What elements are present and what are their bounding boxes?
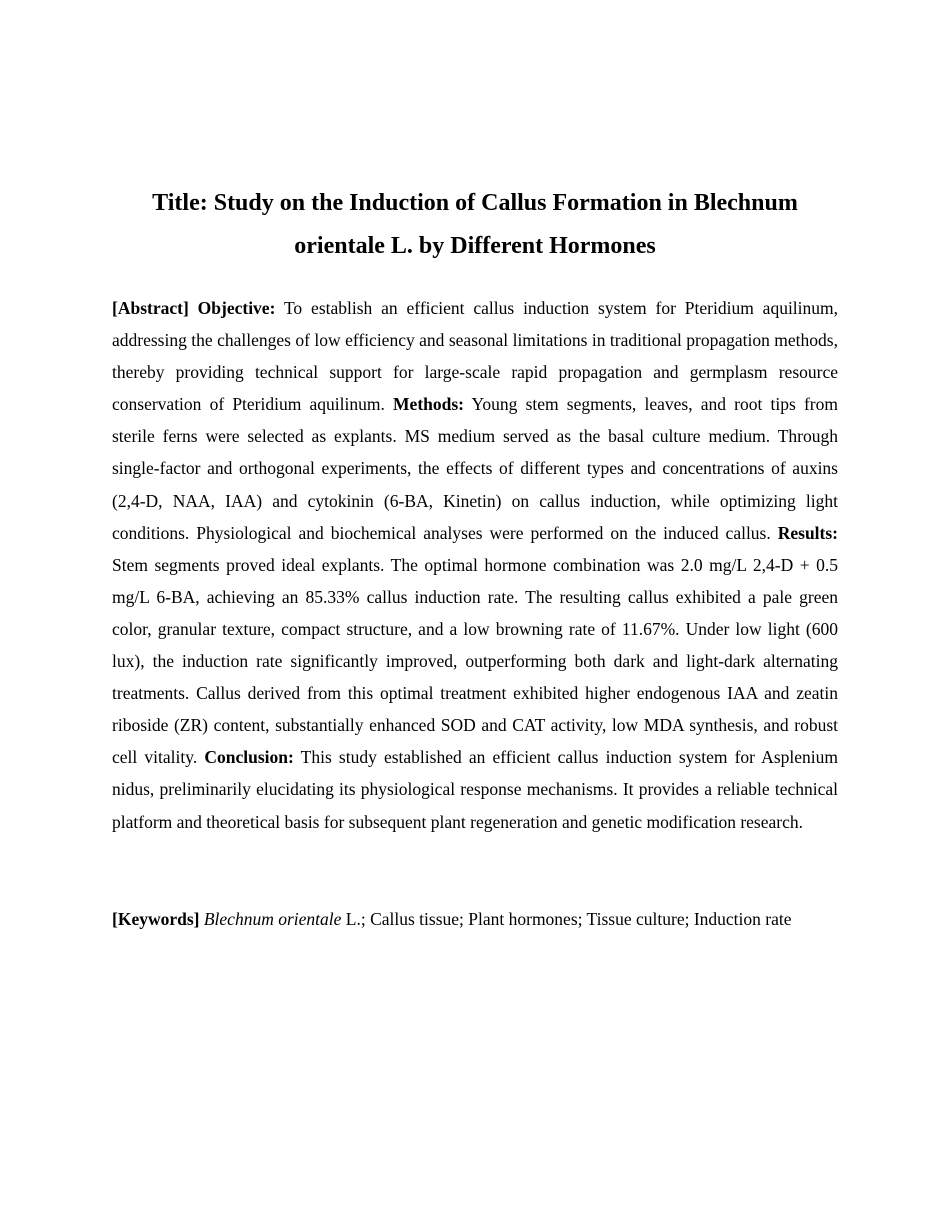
keywords-species: Blechnum orientale [203, 909, 342, 929]
objective-text: To establish an efficient callus induction system for Pteridium aquilinum, addressing the challenges of low efficiency and seasonal limitations in traditional propagation methods, thereby providing technical support for large-scale rapid propagation and germplasm resource conservation of Pteridium aquilinum. [112, 298, 839, 415]
results-text: Stem segments proved ideal explants. The optimal hormone combination was 2.0 mg/L 2,4-D + 0.5 mg/L 6-BA, achieving an 85.33% callus induction rate. The resulting callus exhibited a pale green color, granular texture, compact structure, and a low browning rate of 11.67%. Under low light (600 lux), the induction rate significantly improved, outperforming both dark and light-dark alternating treatments. Callus derived from this optimal treatment exhibited higher endogenous IAA and zeatin riboside (ZR) content, substantially enhanced SOD and CAT activity, low MDA synthesis, and robust cell vitality. [112, 554, 838, 768]
keywords-label: [Keywords] [112, 909, 200, 929]
conclusion-label: Conclusion: [204, 747, 294, 768]
objective-label: Objective: [197, 298, 276, 318]
results-label: Results: [777, 522, 839, 543]
methods-label: Methods: [393, 394, 464, 415]
keywords-list: L.; Callus tissue; Plant hormones; Tissue culture; Induction rate [345, 909, 792, 929]
abstract-paragraph [112, 292, 838, 838]
methods-text: Young stem segments, leaves, and root tips from sterile ferns were selected as explants. MS medium served as the basal culture medium. Through single-factor and orthogonal experiments, the effects of different types and concentrations of auxins (2,4-D, NAA, IAA) and cytokinin (6-BA, Kinetin) on callus induction, while optimizing light conditions. Physiological and biochemical analyses were performed on the induced callus. [112, 394, 838, 543]
conclusion-text: This study established an efficient callus induction system for Asplenium nidus, preliminarily elucidating its physiological response mechanisms. It provides a reliable technical platform and theoretical basis for subsequent plant regeneration and genetic modification research. [112, 747, 838, 832]
paper-title: Title: Study on the Induction of Callus Formation in Blechnum orientale L. by Different Hormones [152, 190, 798, 259]
keywords-line [112, 903, 872, 935]
abstract-label: [Abstract] [112, 298, 189, 318]
